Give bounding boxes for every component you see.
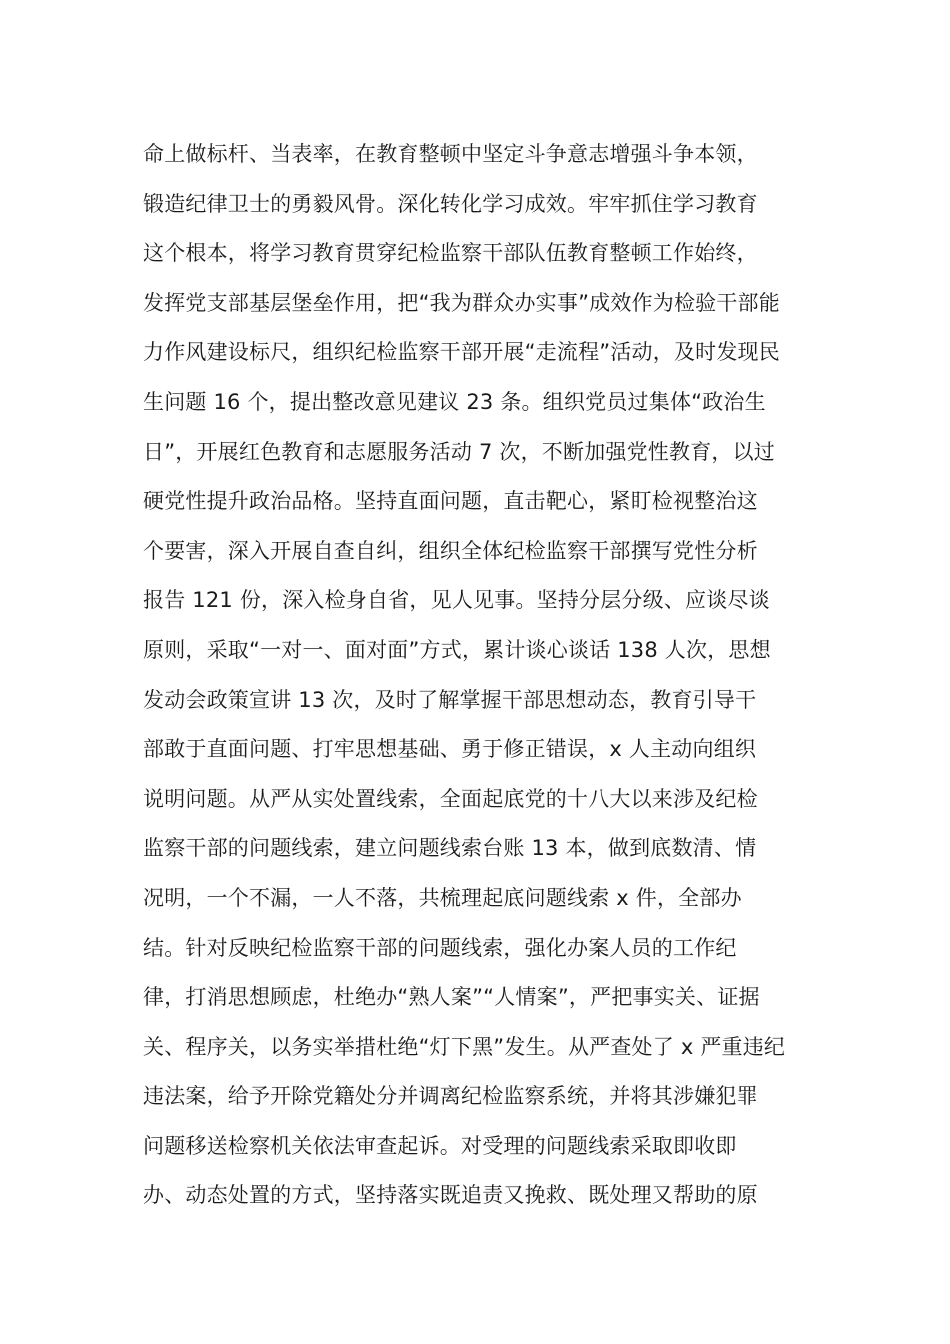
text-line: 律，打消思想顾虑，杜绝办“熟人案”“人情案”，严把事实关、证据 — [143, 985, 760, 1010]
text-line: 办、动态处置的方式，坚持落实既追责又挽救、既处理又帮助的原 — [143, 1183, 758, 1208]
text-line: 结。针对反映纪检监察干部的问题线索，强化办案人员的工作纪 — [143, 935, 737, 960]
text-line: 生问题 16 个，提出整改意见建议 23 条。组织党员过集体“政治生 — [143, 389, 766, 414]
text-line: 问题移送检察机关依法审查起诉。对受理的问题线索采取即收即 — [143, 1133, 737, 1158]
text-line: 部敢于直面问题、打牢思想基础、勇于修正错误，x 人主动向组织 — [143, 737, 757, 762]
text-line: 发动会政策宣讲 13 次，及时了解掌握干部思想动态，教育引导干 — [143, 687, 757, 712]
text-line: 个要害，深入开展自查自纠，组织全体纪检监察干部撰写党性分析 — [143, 538, 758, 563]
text-line: 硬党性提升政治品格。坚持直面问题，直击靶心，紧盯检视整治这 — [143, 489, 758, 514]
text-line: 锻造纪律卫士的勇毅风骨。深化转化学习成效。牢牢抓住学习教育 — [143, 191, 758, 216]
text-line: 关、程序关，以务实举措杜绝“灯下黑”发生。从严查处了 x 严重违纪 — [143, 1034, 786, 1059]
text-line: 监察干部的问题线索，建立问题线索台账 13 本，做到底数清、情 — [143, 836, 757, 861]
text-line: 原则，采取“一对一、面对面”方式，累计谈心谈话 138 人次，思想 — [143, 637, 771, 662]
text-line: 说明问题。从严从实处置线索，全面起底党的十八大以来涉及纪检 — [143, 786, 758, 811]
text-line: 命上做标杆、当表率，在教育整顿中坚定斗争意志增强斗争本领， — [143, 142, 758, 166]
body-paragraph — [143, 130, 823, 1221]
text-line: 况明，一个不漏，一人不落，共梳理起底问题线索 x 件，全部办 — [143, 885, 742, 910]
text-line: 发挥党支部基层堡垒作用，把“我为群众办实事”成效作为检验干部能 — [143, 290, 780, 315]
text-line: 报告 121 份，深入检身自省，见人见事。坚持分层分级、应谈尽谈 — [143, 588, 770, 613]
text-line: 日”，开展红色教育和志愿服务活动 7 次，不断加强党性教育，以过 — [143, 439, 775, 464]
text-line: 力作风建设标尺，组织纪检监察干部开展“走流程”活动，及时发现民 — [143, 340, 780, 365]
text-line: 这个根本，将学习教育贯穿纪检监察干部队伍教育整顿工作始终， — [143, 241, 758, 266]
text-line: 违法案，给予开除党籍处分并调离纪检监察系统，并将其涉嫌犯罪 — [143, 1084, 758, 1109]
